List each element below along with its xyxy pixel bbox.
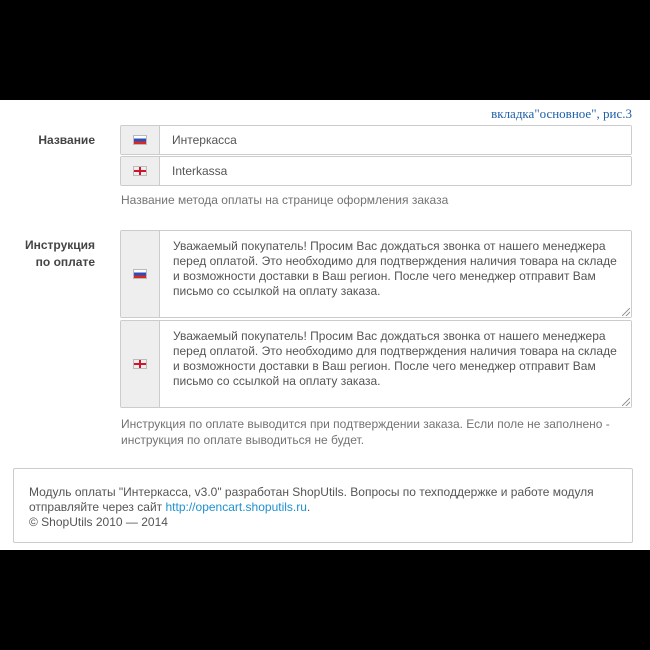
module-info-box	[13, 468, 633, 543]
module-info-description: Модуль оплаты "Интеркасса, v3.0" разработан ShopUtils. Вопросы по техподдержке и работе модуля отправляйте через сайт	[29, 485, 594, 514]
ru-flag-addon	[121, 126, 160, 154]
name-help-text: Название метода оплаты на странице оформления заказа	[121, 193, 449, 207]
payment-settings-panel	[0, 100, 650, 550]
name-en-input[interactable]: Interkassa	[160, 157, 631, 185]
instruction-ru-text: Уважаемый покупатель! Просим Вас дождаться звонка от нашего менеджера перед оплатой. Это необходимо для подтверждения наличия товара на складе и возможности доставки в Ваш регион. После чего менеджер отправит Вам письмо со ссылкой на оплату заказа.	[173, 239, 617, 298]
tab-caption: вкладка"основное", рис.3	[491, 106, 632, 121]
name-label: Название	[38, 133, 95, 147]
russia-flag-icon	[133, 269, 147, 279]
instruction-ru-textarea[interactable]	[160, 231, 631, 317]
resize-handle-icon[interactable]	[622, 398, 630, 406]
name-en-group	[120, 156, 632, 186]
module-site-link[interactable]: http://opencart.shoputils.ru	[165, 500, 307, 514]
copyright-text: © ShopUtils 2010 — 2014	[29, 515, 168, 529]
instruction-en-text: Уважаемый покупатель! Просим Вас дождаться звонка от нашего менеджера перед оплатой. Это необходимо для подтверждения наличия товара на складе и возможности доставки в Ваш регион. После чего менеджер отправит Вам письмо со ссылкой на оплату заказа.	[173, 329, 617, 388]
ru-flag-addon	[121, 231, 160, 317]
en-flag-addon	[121, 321, 160, 407]
instruction-label	[0, 237, 95, 271]
instruction-label-line2: по оплате	[35, 255, 95, 269]
instruction-ru-group	[120, 230, 632, 318]
instruction-help-text: Инструкция по оплате выводится при подтверждении заказа. Если поле не заполнено - инструкция по оплате выводиться не будет.	[121, 417, 610, 447]
uk-flag-icon	[133, 359, 147, 369]
instruction-label-line1: Инструкция	[24, 238, 95, 252]
resize-handle-icon[interactable]	[622, 308, 630, 316]
uk-flag-icon	[133, 166, 147, 176]
name-ru-group	[120, 125, 632, 155]
module-info-period: .	[306, 500, 311, 514]
instruction-en-textarea[interactable]	[160, 321, 631, 407]
module-info-text	[29, 485, 617, 515]
name-ru-input[interactable]: Интеркасса	[160, 126, 631, 154]
en-flag-addon	[121, 157, 160, 185]
russia-flag-icon	[133, 135, 147, 145]
instruction-en-group	[120, 320, 632, 408]
